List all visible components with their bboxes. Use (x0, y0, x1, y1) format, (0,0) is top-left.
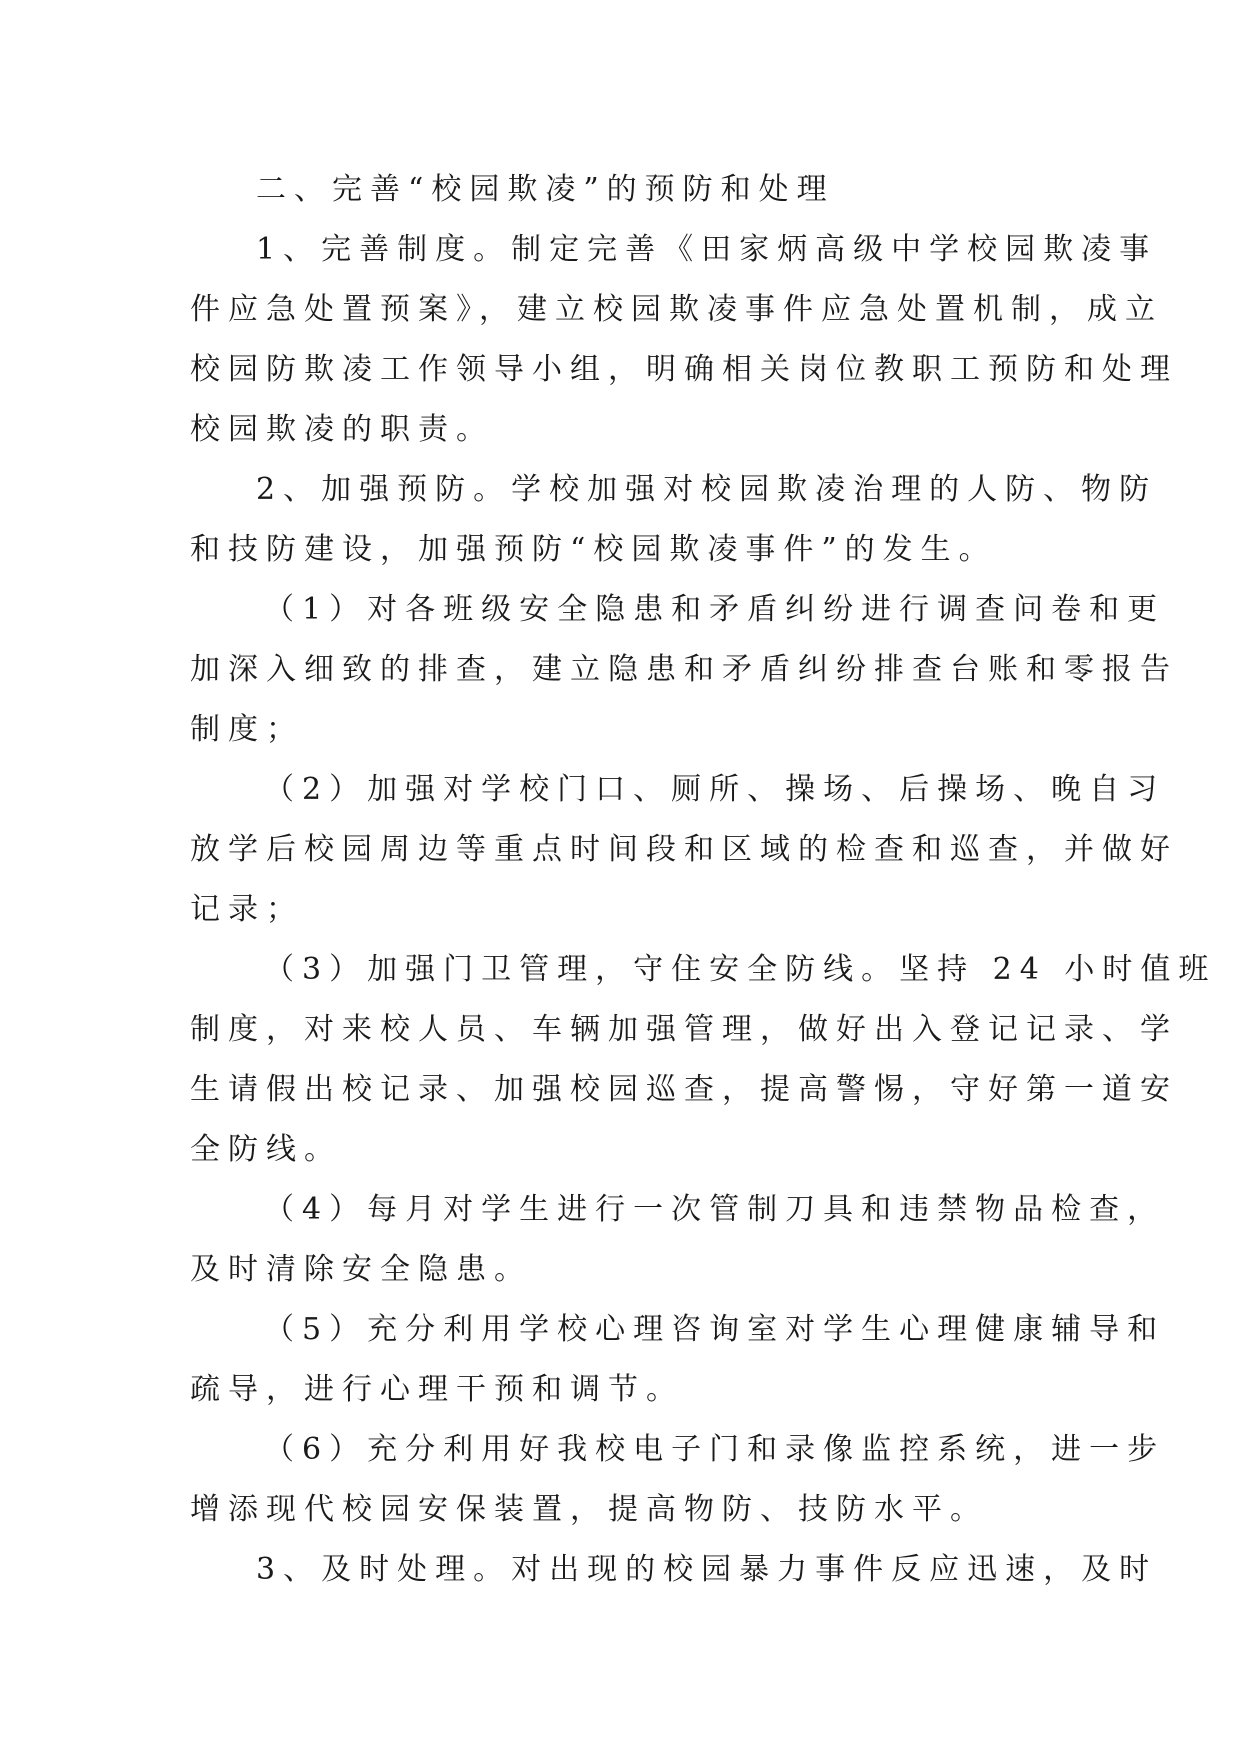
paragraph-line: 1、完善制度。制定完善《田家炳高级中学校园欺凌事 (256, 232, 1158, 267)
paragraph-line: 件应急处置预案》，建立校园欺凌事件应急处置机制，成立 (190, 292, 1163, 327)
list-item-line: 记录； (190, 892, 304, 927)
list-item-line: 及时清除安全隐患。 (190, 1252, 532, 1287)
list-item-line: 疏导，进行心理干预和调节。 (190, 1372, 684, 1407)
list-item-line: （5）充分利用学校心理咨询室对学生心理健康辅导和 (264, 1312, 1166, 1347)
list-item-line: 增添现代校园安保装置，提高物防、技防水平。 (190, 1492, 988, 1527)
list-item-line: （6）充分利用好我校电子门和录像监控系统，进一步 (264, 1432, 1166, 1467)
list-item-line: （4）每月对学生进行一次管制刀具和违禁物品检查， (264, 1192, 1166, 1227)
list-item-line: （3）加强门卫管理，守住安全防线。坚持 24 小时值班 (264, 952, 1217, 987)
paragraph-line: 和技防建设，加强预防“校园欺凌事件”的发生。 (190, 532, 997, 567)
list-item-line: 放学后校园周边等重点时间段和区域的检查和巡查，并做好 (190, 832, 1178, 867)
list-item-line: 制度； (190, 712, 304, 747)
paragraph-line: 2、加强预防。学校加强对校园欺凌治理的人防、物防 (256, 472, 1158, 507)
paragraph-line: 3、及时处理。对出现的校园暴力事件反应迅速，及时 (256, 1552, 1158, 1587)
paragraph-line: 校园防欺凌工作领导小组，明确相关岗位教职工预防和处理 (190, 352, 1178, 387)
list-item-line: （1）对各班级安全隐患和矛盾纠纷进行调查问卷和更 (264, 592, 1166, 627)
list-item-line: 加深入细致的排查，建立隐患和矛盾纠纷排查台账和零报告 (190, 652, 1178, 687)
list-item-line: 生请假出校记录、加强校园巡查，提高警惕，守好第一道安 (190, 1072, 1178, 1107)
section-heading: 二、完善“校园欺凌”的预防和处理 (256, 172, 835, 207)
list-item-line: （2）加强对学校门口、厕所、操场、后操场、晚自习 (264, 772, 1166, 807)
document-body (190, 160, 1217, 1600)
list-item-line: 制度，对来校人员、车辆加强管理，做好出入登记记录、学 (190, 1012, 1178, 1047)
paragraph-line: 校园欺凌的职责。 (190, 412, 494, 447)
list-item-line: 全防线。 (190, 1132, 342, 1167)
